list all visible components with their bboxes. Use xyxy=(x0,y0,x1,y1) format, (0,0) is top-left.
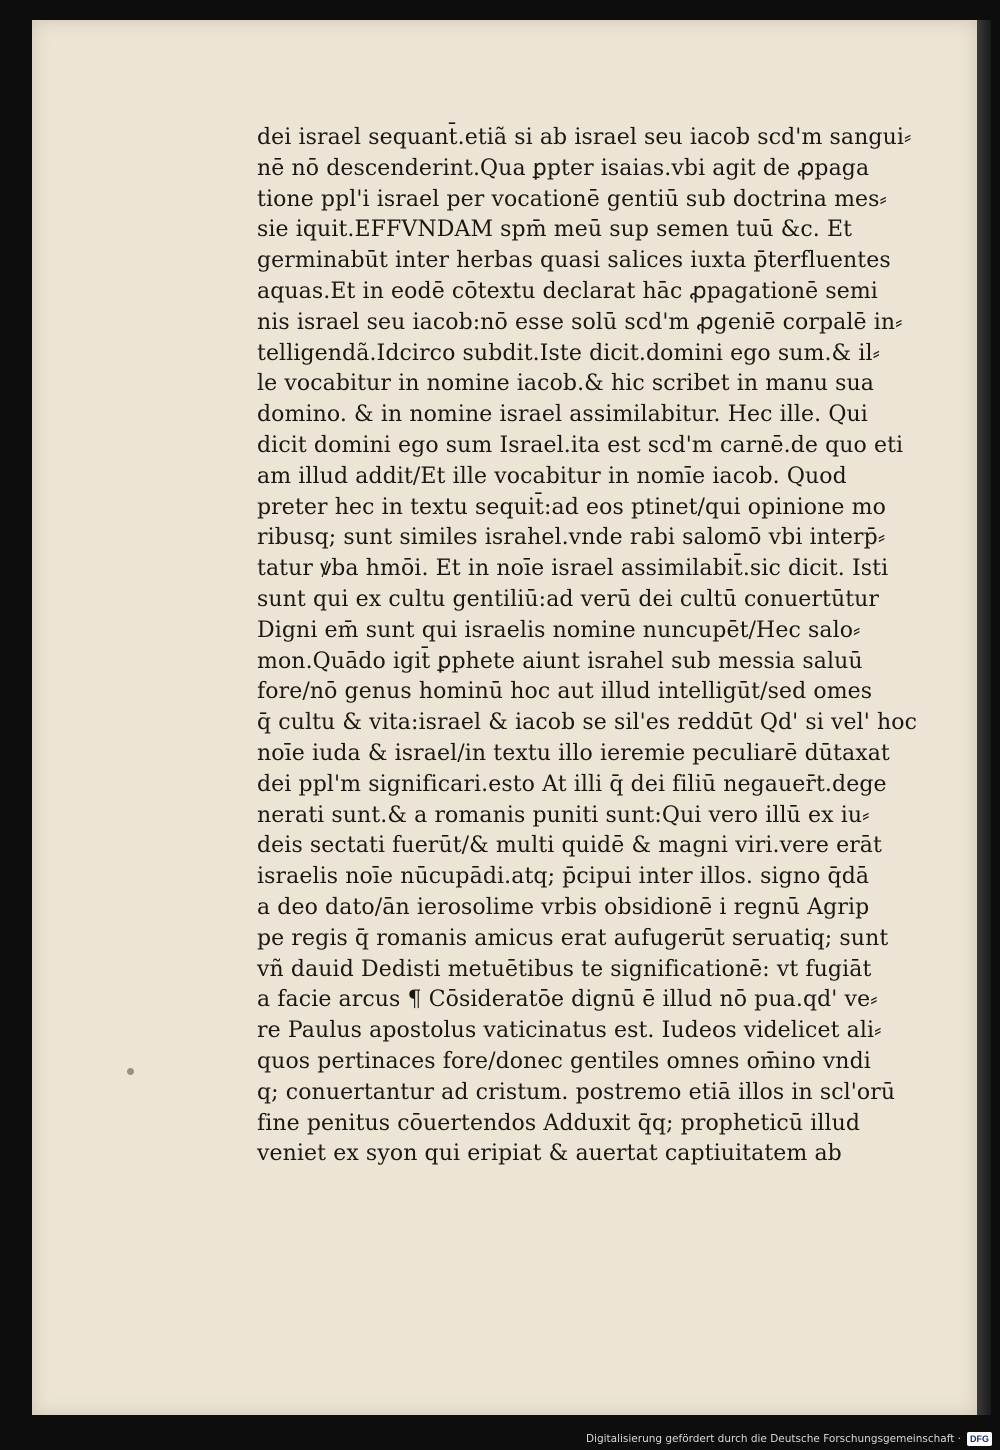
text-line: israelis noīe nūcupādi.atq; p̄cipui inter illos. signo q̄dā xyxy=(257,864,870,890)
text-line: germinabūt inter herbas quasi salices iuxta p̄terfluentes xyxy=(257,248,891,274)
text-line: deis sectati fuerūt/& multi quidē & magni viri.vere erāt xyxy=(257,833,882,859)
text-line: sie iquit.EFFVNDAM spm̄ meū sup semen tuū &c. Et xyxy=(257,217,853,243)
text-line: tatur ꝟba hmōi. Et in noīe israel assimilabit̄.sic dicit. Isti xyxy=(257,556,889,582)
text-line: dei ppl'm significari.esto At illi q̄ dei filiū negauer̄t.dege xyxy=(257,771,887,797)
paper-speck xyxy=(127,1068,134,1075)
text-line: q̄ cultu & vita:israel & iacob se sil'es reddūt Qd' si vel' hoc xyxy=(257,710,918,736)
footer-credit-text: Digitalisierung gefördert durch die Deutsche Forschungsgemeinschaft · xyxy=(585,1433,961,1445)
text-line: dicit domini ego sum Israel.ita est scd'm carnē.de quo eti xyxy=(257,432,904,458)
text-line: a deo dato/ān ierosolime vrbis obsidionē i regnū Agrip xyxy=(257,894,870,920)
text-line: vñ dauid Dedisti metuētibus te significationē: vt fugiāt xyxy=(257,956,872,982)
text-line: a facie arcus ¶ Cōsideratōe dignū ē illud nō pua.qd' ve⸗ xyxy=(257,987,878,1013)
page-edge-shadow xyxy=(977,20,991,1415)
footer-credit xyxy=(0,1428,992,1450)
document-page xyxy=(32,20,977,1415)
text-line: nē nō descenderint.Qua ꝑpter isaias.vbi agit de ꝓpaga xyxy=(257,155,870,181)
text-line: re Paulus apostolus vaticinatus est. Iudeos videlicet ali⸗ xyxy=(257,1018,882,1044)
text-line: noīe iuda & israel/in textu illo ieremie peculiarē dūtaxat xyxy=(257,740,890,766)
text-line: aquas.Et in eodē cōtextu declarat hāc ꝓpagationē semi xyxy=(257,278,878,304)
text-line: nerati sunt.& a romanis puniti sunt:Qui vero illū ex iu⸗ xyxy=(257,802,870,828)
text-line: domino. & in nomine israel assimilabitur. Hec ille. Qui xyxy=(257,402,868,428)
page-text-block xyxy=(257,123,957,1170)
text-line: ribusq; sunt similes israhel.vnde rabi salomō vbi interp̄⸗ xyxy=(257,525,886,551)
text-line: veniet ex syon qui eripiat & auertat captiuitatem ab xyxy=(257,1141,842,1167)
dfg-logo: DFG xyxy=(967,1432,992,1446)
text-line: fore/nō genus hominū hoc aut illud intelligūt/sed omes xyxy=(257,679,873,705)
text-line: le vocabitur in nomine iacob.& hic scribet in manu sua xyxy=(257,371,874,397)
text-line: fine penitus cōuertendos Adduxit q̄q; propheticū illud xyxy=(257,1110,861,1136)
text-line: am illud addit/Et ille vocabitur in nomīe iacob. Quod xyxy=(257,463,847,489)
text-line: quos pertinaces fore/donec gentiles omnes om̄ino vndi xyxy=(257,1048,871,1074)
text-line: mon.Quādo igit̄ ꝑphete aiunt israhel sub messia saluū xyxy=(257,648,863,674)
text-line: Digni em̄ sunt qui israelis nomine nuncupēt/Hec salo⸗ xyxy=(257,617,861,643)
text-line: nis israel seu iacob:nō esse solū scd'm ꝓgeniē corpalē in⸗ xyxy=(257,309,903,335)
text-line: telligendã.Idcirco subdit.Iste dicit.domini ego sum.& il⸗ xyxy=(257,340,881,366)
text-line: q; conuertantur ad cristum. postremo etiā illos in scl'orū xyxy=(257,1079,896,1105)
text-line: tione ppl'i israel per vocationē gentiū sub doctrina mes⸗ xyxy=(257,186,887,212)
text-line: preter hec in textu sequit̄:ad eos ptinet/qui opinione mo xyxy=(257,494,886,520)
text-line: sunt qui ex cultu gentiliū:ad verū dei cultū conuertūtur xyxy=(257,586,880,612)
text-line: dei israel sequant̄.etiã si ab israel seu iacob scd'm sangui⸗ xyxy=(257,125,912,150)
text-line: pe regis q̄ romanis amicus erat aufugerūt seruatiq; sunt xyxy=(257,925,889,951)
